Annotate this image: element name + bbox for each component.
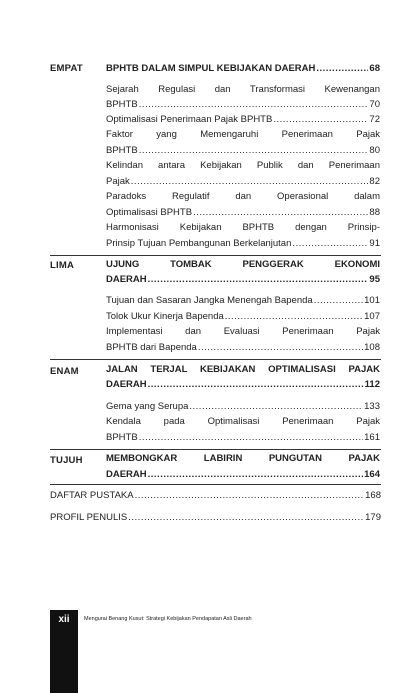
page-number: 107 bbox=[364, 311, 380, 322]
leader-dots bbox=[292, 236, 368, 252]
page-number: 179 bbox=[365, 512, 381, 523]
page-number: 164 bbox=[364, 469, 380, 480]
entry-text: BPHTB bbox=[106, 99, 138, 110]
toc-entry[interactable] bbox=[106, 309, 380, 325]
toc-entry[interactable] bbox=[106, 143, 380, 159]
chapter-title-line[interactable]: MEMBONGKAR LABIRIN PUNGUTAN PAJAK bbox=[106, 453, 380, 464]
page-number: 161 bbox=[364, 432, 380, 443]
footer-page-number: xii bbox=[58, 614, 70, 625]
entry-text: DAFTAR PUSTAKA bbox=[50, 490, 134, 501]
chapter-title: DAERAH bbox=[106, 379, 147, 390]
entry-line[interactable]: Kelindan antara Kebijakan Publik dan Penerimaan bbox=[106, 160, 380, 171]
leader-dots bbox=[139, 143, 369, 159]
page-number: 108 bbox=[364, 342, 380, 353]
entry-text: Optimalisasi BPHTB bbox=[106, 207, 193, 218]
divider bbox=[50, 484, 381, 485]
toc-entry[interactable] bbox=[106, 112, 380, 128]
leader-dots bbox=[148, 377, 364, 393]
divider bbox=[50, 359, 381, 360]
entry-text: Prinsip Tujuan Pembangunan Berkelanjutan bbox=[106, 238, 292, 249]
page-number: 133 bbox=[364, 401, 380, 412]
chapter-title: DAERAH bbox=[106, 274, 147, 285]
divider bbox=[50, 449, 381, 450]
entry-text: BPHTB bbox=[106, 432, 138, 443]
entry-text: Gema yang Serupa bbox=[106, 401, 189, 412]
leader-dots bbox=[273, 112, 368, 128]
leader-dots bbox=[139, 97, 369, 113]
toc-entry[interactable] bbox=[106, 174, 380, 190]
entry-text: Optimalisasi Penerimaan Pajak BPHTB bbox=[106, 114, 273, 125]
entry-text: PROFIL PENULIS bbox=[50, 512, 128, 523]
page-number: 112 bbox=[364, 379, 380, 390]
entry-text: BPHTB bbox=[106, 145, 138, 156]
page-number: 68 bbox=[369, 63, 380, 74]
toc-entry-daftar-pustaka[interactable] bbox=[50, 488, 381, 503]
toc-entry[interactable] bbox=[106, 399, 380, 415]
toc-entry[interactable] bbox=[106, 293, 380, 309]
chapter-label: ENAM bbox=[50, 366, 79, 377]
entry-line[interactable]: Paradoks Regulatif dan Operasional dalam bbox=[106, 191, 380, 202]
divider bbox=[50, 255, 381, 256]
page-number: 101 bbox=[364, 295, 380, 306]
page-number: 70 bbox=[369, 99, 380, 110]
entry-text: Pajak bbox=[106, 176, 130, 187]
chapter-label: TUJUH bbox=[50, 455, 83, 466]
chapter-title-line[interactable]: UJUNG TOMBAK PENGGERAK EKONOMI bbox=[106, 259, 380, 270]
page-number: 95 bbox=[369, 274, 380, 285]
chapter-title-line[interactable]: JALAN TERJAL KEBIJAKAN OPTIMALISASI PAJAK bbox=[106, 364, 380, 375]
chapter-title: BPHTB DALAM SIMPUL KEBIJAKAN DAERAH bbox=[106, 63, 316, 74]
page-number: 80 bbox=[369, 145, 380, 156]
toc-entry[interactable] bbox=[106, 430, 380, 446]
leader-dots bbox=[225, 309, 363, 325]
chapter-title-row[interactable] bbox=[106, 467, 380, 483]
chapter-label: EMPAT bbox=[50, 63, 83, 74]
chapter-title-row[interactable] bbox=[106, 272, 380, 288]
leader-dots bbox=[189, 399, 363, 415]
page-number: 82 bbox=[369, 176, 380, 187]
leader-dots bbox=[135, 488, 365, 503]
entry-line[interactable]: Kendala pada Optimalisasi Penerimaan Pajak bbox=[106, 416, 380, 427]
chapter-title: DAERAH bbox=[106, 469, 147, 480]
page-number: 168 bbox=[365, 490, 381, 501]
page-number: 72 bbox=[369, 114, 380, 125]
leader-dots bbox=[131, 174, 369, 190]
leader-dots bbox=[316, 61, 368, 77]
leader-dots bbox=[148, 272, 369, 288]
chapter-label: LIMA bbox=[50, 260, 75, 271]
toc-entry[interactable] bbox=[106, 205, 380, 221]
chapter-title-row[interactable] bbox=[106, 61, 380, 77]
entry-line[interactable]: Faktor yang Memengaruhi Penerimaan Pajak bbox=[106, 129, 380, 140]
page-number: 91 bbox=[369, 238, 380, 249]
toc-entry-profil-penulis[interactable] bbox=[50, 510, 381, 525]
entry-line[interactable]: Implementasi dan Evaluasi Penerimaan Pajak bbox=[106, 326, 380, 337]
leader-dots bbox=[193, 205, 368, 221]
leader-dots bbox=[314, 293, 363, 309]
leader-dots bbox=[148, 467, 364, 483]
leader-dots bbox=[128, 510, 364, 525]
toc-entry[interactable] bbox=[106, 97, 380, 113]
entry-line[interactable]: Sejarah Regulasi dan Transformasi Kewenangan bbox=[106, 84, 380, 95]
toc-entry[interactable] bbox=[106, 236, 380, 252]
entry-text: BPHTB dari Bapenda bbox=[106, 342, 197, 353]
toc-entry[interactable] bbox=[106, 340, 380, 356]
leader-dots bbox=[198, 340, 363, 356]
chapter-title-row[interactable] bbox=[106, 377, 380, 393]
entry-text: Tolok Ukur Kinerja Bapenda bbox=[106, 311, 224, 322]
leader-dots bbox=[139, 430, 363, 446]
page-number: 88 bbox=[369, 207, 380, 218]
entry-line[interactable]: Harmonisasi Kebijakan BPHTB dengan Prinsip- bbox=[106, 222, 380, 233]
entry-text: Tujuan dan Sasaran Jangka Menengah Bapenda bbox=[106, 295, 313, 306]
running-title: Mengurai Benang Kusut: Strategi Kebijakan Pendapatan Asli Daerah bbox=[84, 616, 252, 622]
